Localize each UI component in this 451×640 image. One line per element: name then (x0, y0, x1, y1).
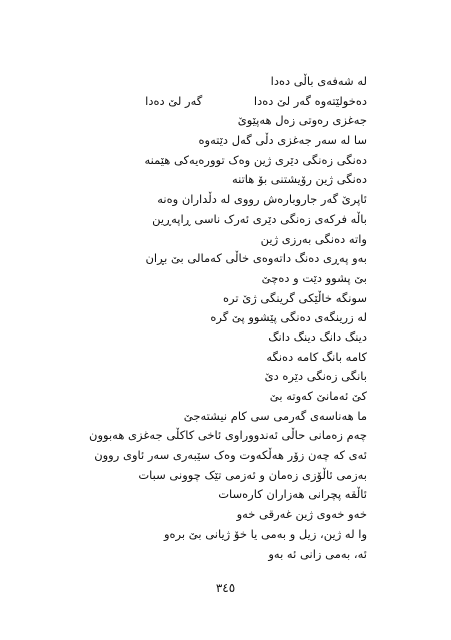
poem-phrase: کامه ده‌نگه (266, 349, 319, 364)
poem-line: جه‌غزی ره‌وتی زه‌ل هه‌پێوێ (237, 113, 367, 128)
poem-line: ئه‌، به‌می زانی ئه به‌و (268, 546, 367, 561)
poem-line: بێ پشوو دێت و ده‌چێ (261, 270, 367, 285)
poem-line: ئاڵقه پچرانی هه‌زاران کاره‌سات (218, 487, 367, 502)
poem-line: باڵه فرکه‌ی زه‌نگی دێری ئه‌رک ناسی ڕاپه‌ڕین (152, 211, 367, 226)
poem-line: سونگه خاڵێکی گرینگی ژێ تره (223, 290, 367, 305)
poem-line-split (27, 328, 367, 348)
poem-line: به‌و په‌ڕی ده‌نگ داته‌وه‌ی خاڵی که‌مالی بێ بڕان (145, 251, 367, 266)
poem-line: چه‌م زه‌مانی حاڵی ئه‌ندووراوی ئاخی کاکڵی جه‌غزی هه‌بوون (89, 428, 367, 443)
poem-line: ده‌نگی ژین رۆیشتنی بۆ هاتنه (231, 172, 367, 187)
poem-line: واته ده‌نگی به‌رزی ژین (260, 231, 367, 246)
poem-line: به‌زمی ئاڵۆزی زه‌مان و ئه‌زمی تێک چوونی سبات (138, 467, 367, 482)
poem-line: خه‌و خه‌وی ژین غه‌رقی خه‌و (236, 507, 367, 522)
poem-phrase: دینگ دانگ (268, 329, 316, 344)
poem-body (27, 72, 367, 564)
poem-line: ده‌نگی زه‌نگی دێری ژین وه‌ک تووره‌یه‌کی هێمنه (144, 152, 367, 167)
poem-phrase: دینگ دانگ (319, 329, 367, 344)
poem-line: ئاپرێ گه‌ر جاروباره‌ش رووی له دڵداران وه‌نه (157, 192, 367, 207)
poem-line: ما هه‌ناسه‌ی گه‌رمی سی کام نیشته‌جێ (183, 408, 367, 423)
poem-line: له شه‌فه‌ی باڵی ده‌دا (270, 74, 367, 88)
poem-line: له زرینگه‌ی ده‌نگی پێشوو پێ گره (210, 310, 367, 325)
poem-line: ئه‌ی که چه‌ن زۆر هه‌ڵکه‌وت وه‌ک سێبه‌ری سه‌ر ئاوی روون (94, 448, 367, 463)
poem-line: وا له ژین، زیل و به‌می یا خۆ ژیانی بێ برەو (163, 526, 367, 541)
poem-phrase: ده‌خولێته‌وه (314, 93, 367, 108)
poem-phrase: گه‌ر لێ ده‌دا (145, 93, 203, 108)
poem-line: بانگی زه‌نگی دێره دێ (264, 369, 367, 384)
page-number: ٣٤٥ (215, 581, 236, 595)
poem-phrase: گه‌ر لێ ده‌دا (253, 93, 311, 108)
poem-line-split (27, 92, 367, 112)
poem-phrase: کامه بانگ (321, 349, 367, 364)
poem-line: کێ ئه‌مانێ که‌وته بێ (269, 389, 367, 403)
poem-line-split (27, 348, 367, 368)
poem-line: سا له سه‌ر جه‌غزی دڵی گه‌ل دێته‌وه (198, 133, 367, 148)
